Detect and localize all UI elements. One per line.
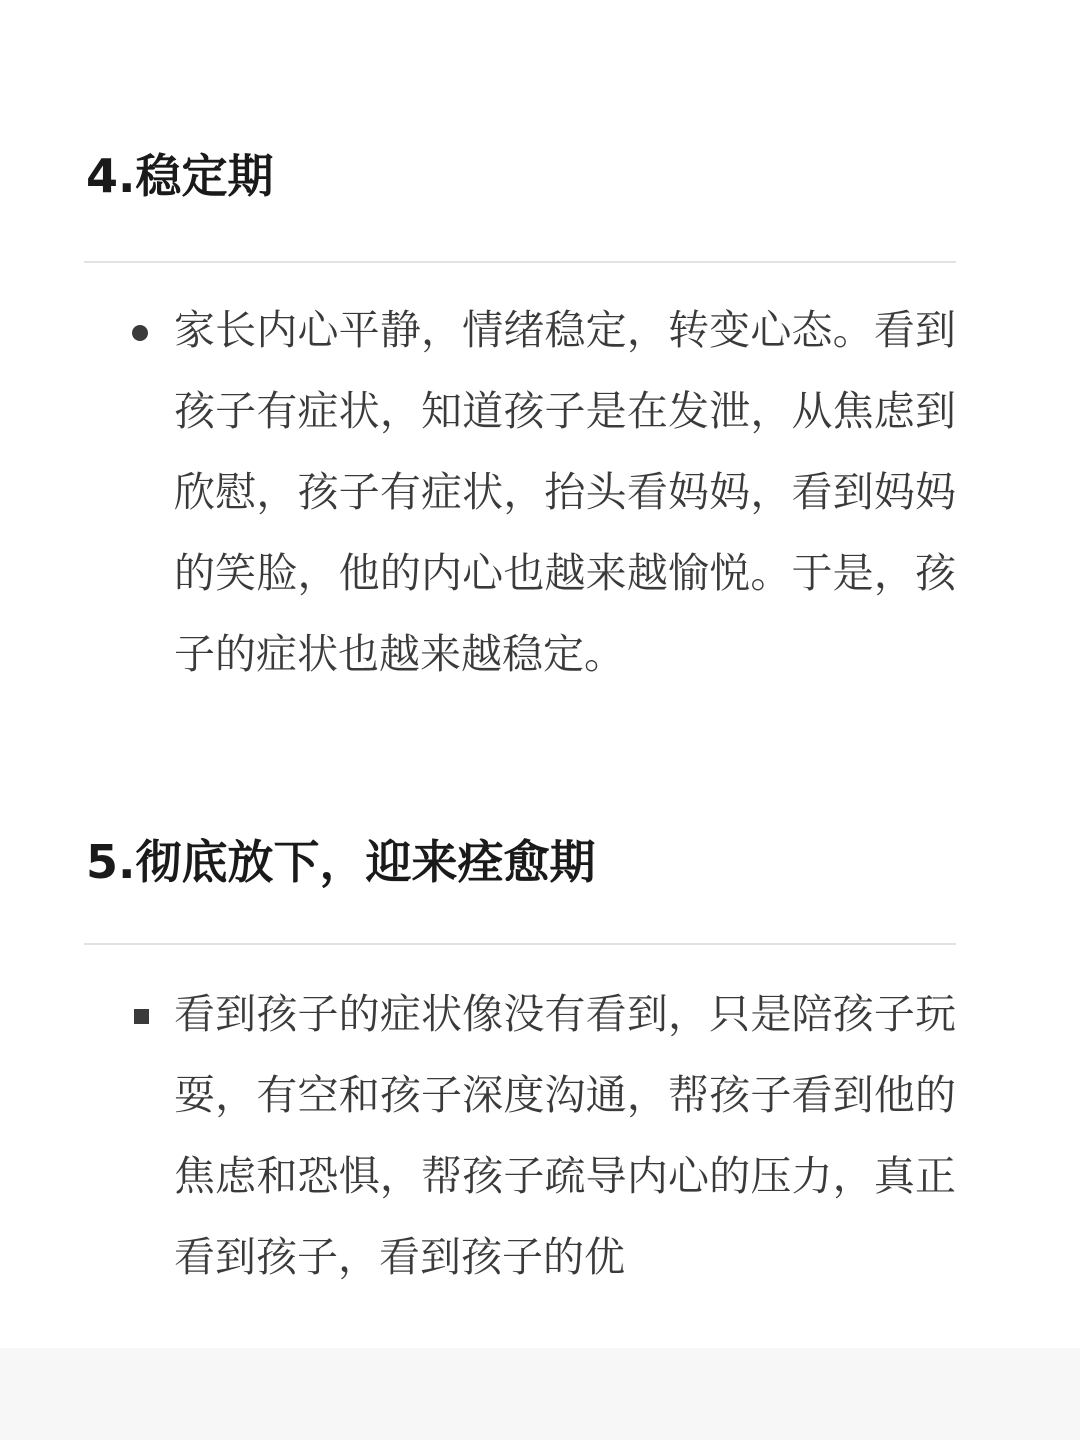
section-heading-stable-period: 4.稳定期 [86,149,274,203]
bullet-dot-icon [132,325,148,341]
section-divider [84,943,956,945]
page-bottom-band [0,1348,1080,1440]
section-heading-recovery-period: 5.彻底放下，迎来痊愈期 [86,835,596,889]
list-item-text: 家长内心平静，情绪稳定，转变心态。看到孩子有症状，知道孩子是在发泄，从焦虑到欣慰，孩子有症状，抬头看妈妈，看到妈妈的笑脸，他的内心也越来越愉悦。于是，孩子的症状也越来越稳定。 [174,306,956,678]
section-divider [84,261,956,263]
bullet-square-icon [134,1009,149,1024]
list-item-text: 看到孩子的症状像没有看到，只是陪孩子玩耍，有空和孩子深度沟通，帮孩子看到他的焦虑和恐惧，帮孩子疏导内心的压力，真正看到孩子，看到孩子的优 [174,990,956,1281]
